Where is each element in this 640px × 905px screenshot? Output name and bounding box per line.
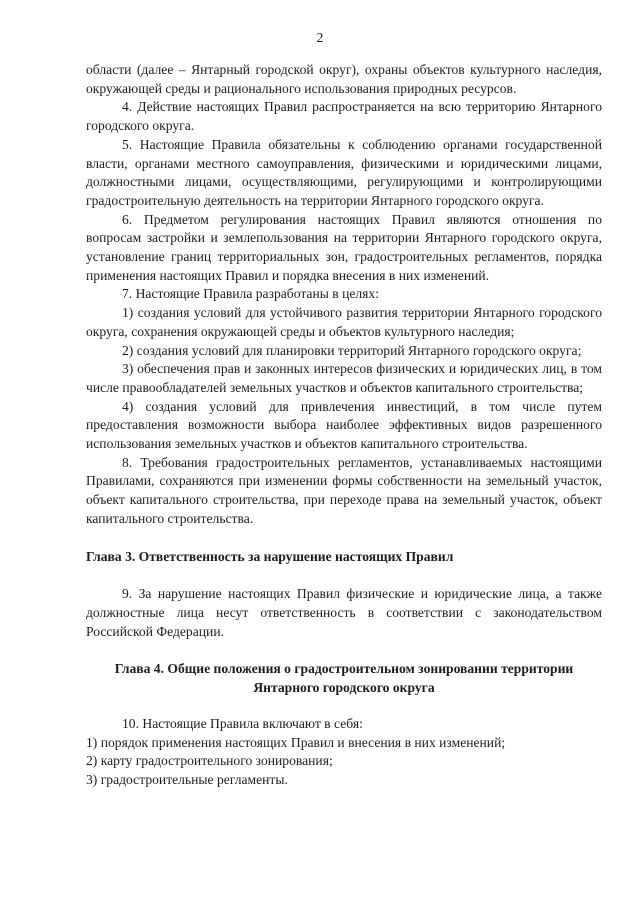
chapter-4-title-line-1: Глава 4. Общие положения о градостроительном зонировании территории	[114, 661, 574, 677]
paragraph-7-item-1: 1) создания условий для устойчивого развития территории Янтарного городского округа, сохранения окружающей среды и объектов культурного наследия;	[86, 305, 602, 339]
paragraph-continuation: области (далее – Янтарный городской округ), охраны объектов культурного наследия, окружающей среды и рационального использования природных ресурсов.	[86, 62, 602, 96]
paragraph-8: 8. Требования градостроительных регламентов, устанавливаемых настоящими Правилами, сохраняются при изменении формы собственности на земельный участок, объект капитального строительства, при переходе права на земельный участок, объект капитального строительства.	[86, 454, 602, 526]
paragraph-10-item-3: 3) градостроительные регламенты.	[86, 771, 288, 787]
paragraph-10: 10. Настоящие Правила включают в себя:	[122, 715, 363, 731]
paragraph-7: 7. Настоящие Правила разработаны в целях:	[122, 286, 380, 302]
chapter-3-title: Глава 3. Ответственность за нарушение настоящих Правил	[86, 548, 454, 564]
paragraph-9: 9. За нарушение настоящих Правил физические и юридические лица, а также должностные лица несут ответственность в соответствии с законодательством Российской Федерации.	[86, 586, 602, 639]
paragraph-10-item-1: 1) порядок применения настоящих Правил и внесения в них изменений;	[86, 734, 506, 750]
paragraph-7-item-3: 3) обеспечения прав и законных интересов физических и юридических лиц, в том числе правообладателей земельных участков и объектов капитального строительства;	[86, 361, 602, 395]
document-body	[86, 61, 602, 790]
paragraph-10-item-2: 2) карту градостроительного зонирования;	[86, 753, 333, 769]
page-number: 2	[316, 30, 324, 45]
chapter-4-title	[86, 660, 602, 697]
paragraph-7-item-4: 4) создания условий для привлечения инвестиций, в том числе путем предоставления возможности выбора наиболее эффективных видов разрешенного использования земельных участков и объектов капитального строительства.	[86, 398, 602, 452]
paragraph-6: 6. Предметом регулирования настоящих Правил являются отношения по вопросам застройки и землепользования на территории Янтарного городского округа, установление границ территориальных зон, градостроительных регламентов, порядка применения настоящих Правил и порядка внесения в них изменений.	[86, 211, 602, 283]
paragraph-7-item-2: 2) создания условий для планировки территорий Янтарного городского округа;	[122, 342, 582, 358]
paragraph-4: 4. Действие настоящих Правил распространяется на всю территорию Янтарного городского округа.	[86, 99, 602, 134]
paragraph-5: 5. Настоящие Правила обязательны к соблюдению органами государственной власти, органами местного самоуправления, физическими и юридическими лицами, должностными лицами, осуществляющими, регулирующими и контролирующими градостроительную деятельность на территории Янтарного городского округа.	[86, 136, 602, 208]
chapter-4-title-line-2: Янтарного городского округа	[253, 680, 435, 696]
